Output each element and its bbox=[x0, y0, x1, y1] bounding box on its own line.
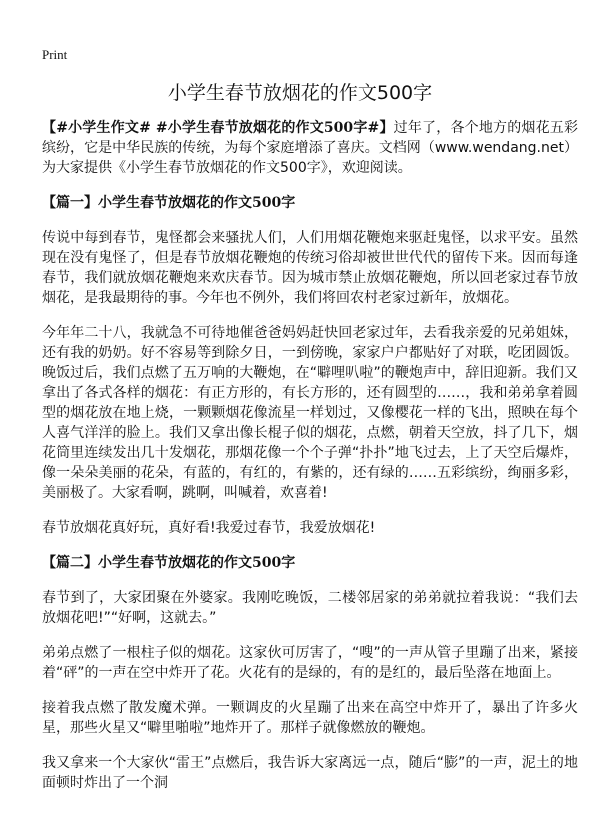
paragraph: 春节放烟花真好玩，真好看!我爱过春节，我爱放烟花! bbox=[42, 520, 376, 536]
document-body bbox=[42, 118, 578, 808]
paragraph: 弟弟点燃了一根柱子似的烟花。这家伙可厉害了，“嗖”的一声从管子里蹦了出来，紧接着“砰”的一声在空中炸开了花。火花有的是绿的，有的是红的，最后坠落在地面上。 bbox=[42, 645, 578, 681]
paragraph: 我又拿来一个大家伙“雷王”点燃后，我告诉大家离远一点，随后“膨”的一声，泥土的地面顿时炸出了一个洞 bbox=[42, 755, 578, 791]
intro-text: 过年了，各个地方的烟花五彩缤纷，它是中华民族的传统，为每个家庭增添了喜庆。文档网（www.wendang.net）为大家提供《小学生春节放烟花的作文500字》，欢迎阅读。 bbox=[42, 120, 578, 176]
paragraph: 今年年二十八，我就急不可待地催爸爸妈妈赶快回老家过年，去看我亲爱的兄弟姐妹，还有我的奶奶。好不容易等到除夕日，一到傍晚，家家户户都贴好了对联，吃团圆饭。晚饭过后，我们点燃了五万响的大鞭炮，在“噼哩叭啦”的鞭炮声中，辞旧迎新。我们又拿出了各式各样的烟花：有正方形的，有长方形的，还有圆型的……，我和弟弟拿着圆型的烟花放在地上烧，一颗颗烟花像流星一样划过，又像樱花一样的飞出，照映在每个人喜气洋洋的脸上。我们又拿出像长棍子似的烟花，点燃，朝着天空放，抖了几下，烟花筒里连续发出几十发烟花，那烟花像一个个子弹“扑扑”地飞过去，上了天空后爆炸，像一朵朵美丽的花朵，有蓝的，有红的，有紫的，还有绿的……五彩缤纷，绚丽多彩，美丽极了。大家看啊，跳啊，叫喊着，欢喜着! bbox=[42, 325, 578, 501]
paragraph: 接着我点燃了散发魔术弹。一颗调皮的火星蹦了出来在高空中炸开了，暴出了许多火星，那些火星又“噼里啪啦”地炸开了。那样子就像燃放的鞭炮。 bbox=[42, 700, 578, 736]
document-title: 小学生春节放烟花的作文500字 bbox=[167, 82, 433, 104]
intro-tag: 【#小学生作文# #小学生春节放烟花的作文500字#】 bbox=[42, 120, 394, 136]
section-heading-2: 【篇二】小学生春节放烟花的作文500字 bbox=[42, 555, 296, 571]
section-heading-1: 【篇一】小学生春节放烟花的作文500字 bbox=[42, 195, 296, 211]
intro-paragraph bbox=[42, 118, 578, 178]
paragraph: 春节到了，大家团聚在外婆家。我刚吃晚饭，二楼邻居家的弟弟就拉着我说：“我们去放烟花吧!”“好啊，这就去。” bbox=[42, 590, 578, 626]
print-link[interactable]: Print bbox=[42, 47, 68, 62]
paragraph: 传说中每到春节，鬼怪都会来骚扰人们，人们用烟花鞭炮来驱赶鬼怪，以求平安。虽然现在没有鬼怪了，但是春节放烟花鞭炮的传统习俗却被世世代代的留传下来。因而每逢春节，我们就放烟花鞭炮来欢庆春节。因为城市禁止放烟花鞭炮，所以回老家过春节放烟花，是我最期待的事。今年也不例外，我们将回农村老家过新年，放烟花。 bbox=[42, 230, 578, 306]
